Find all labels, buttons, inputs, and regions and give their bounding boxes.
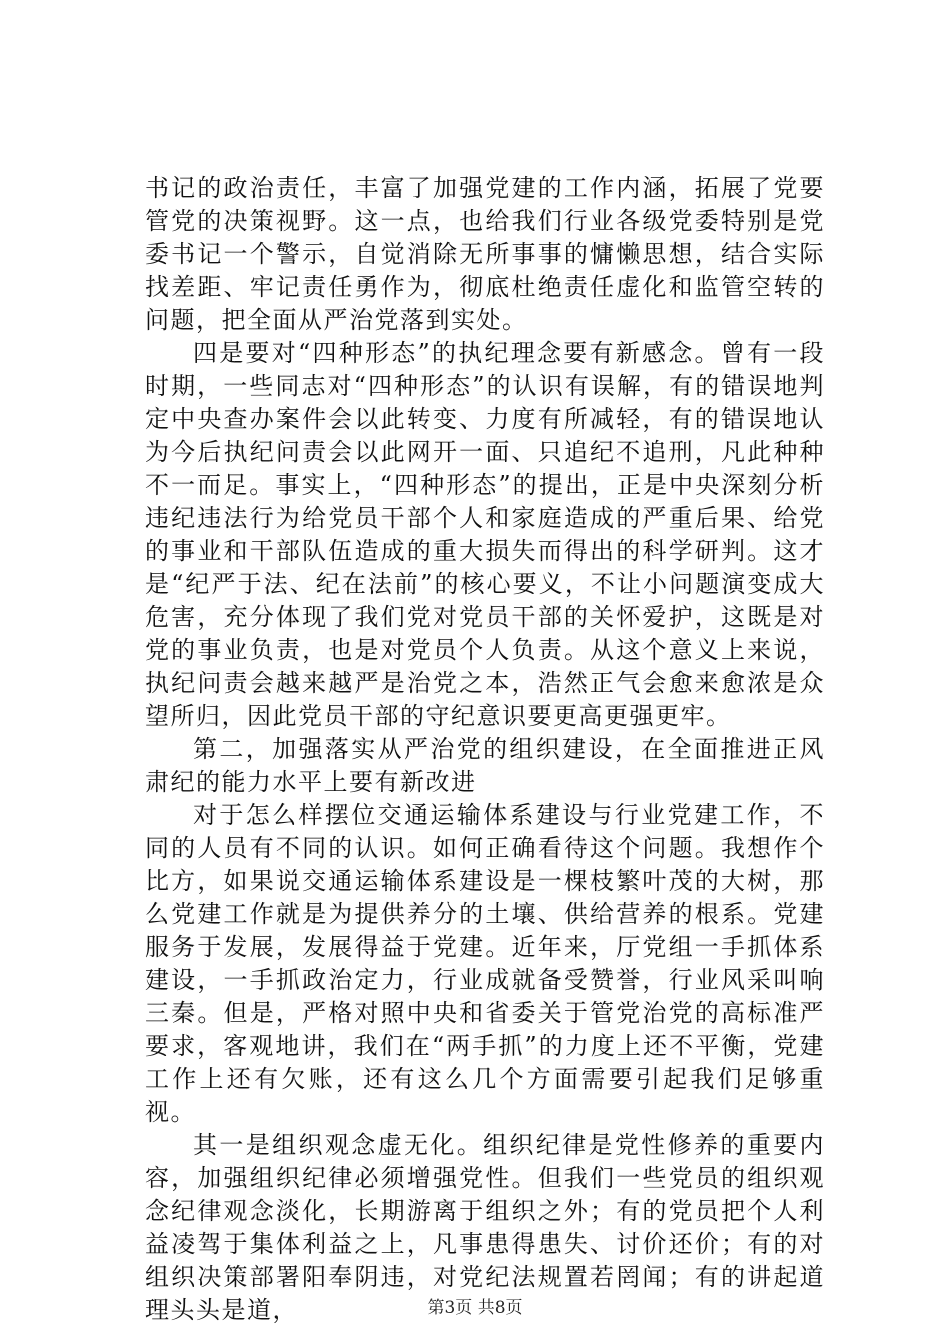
paragraph-4: 其一是组织观念虚无化。组织纪律是党性修养的重要内容，加强组织纪律必须增强党性。但我们一些党员的组织观念纪律观念淡化，长期游离于组织之外；有的党员把个人利益凌驾于集体利益之上，凡事患得患失、讨价还价；有的对组织决策部署阳奉阴违，对党纪法规置若罔闻；有的讲起道理头头是道， <box>145 1131 825 1324</box>
paragraph-2: 四是要对“四种形态”的执纪理念要有新感念。曾有一段时期，一些同志对“四种形态”的认识有误解，有的错误地判定中央查办案件会以此转变、力度有所减轻，有的错误地认为今后执纪问责会以此网开一面、只追纪不追刑，凡此种种不一而足。事实上，“四种形态”的提出，正是中央深刻分析违纪违法行为给党员干部个人和家庭造成的严重后果、给党的事业和干部队伍造成的重大损失而得出的科学研判。这才是“纪严于法、纪在法前”的核心要义，不让小问题演变成大危害，充分体现了我们党对党员干部的关怀爱护，这既是对党的事业负责，也是对党员个人负责。从这个意义上来说，执纪问责会越来越严是治党之本，浩然正气会愈来愈浓是众望所归，因此党员干部的守纪意识要更高更强更牢。 <box>145 339 825 730</box>
document-body <box>145 172 825 1327</box>
page-number-footer: 第3页 共8页 <box>427 1298 523 1318</box>
paragraph-3: 对于怎么样摆位交通运输体系建设与行业党建工作，不同的人员有不同的认识。如何正确看待这个问题。我想作个比方，如果说交通运输体系建设是一棵枝繁叶茂的大树，那么党建工作就是为提供养分的土壤、供给营养的根系。党建服务于发展，发展得益于党建。近年来，厅党组一手抓体系建设，一手抓政治定力，行业成就备受赞誉，行业风采叫响三秦。但是，严格对照中央和省委关于管党治党的高标准严要求，客观地讲，我们在“两手抓”的力度上还不平衡，党建工作上还有欠账，还有这么几个方面需要引起我们足够重视。 <box>145 801 825 1126</box>
section-heading: 第二，加强落实从严治党的组织建设，在全面推进正风肃纪的能力水平上要有新改进 <box>145 735 825 796</box>
paragraph-1: 书记的政治责任，丰富了加强党建的工作内涵，拓展了党要管党的决策视野。这一点，也给我们行业各级党委特别是党委书记一个警示，自觉消除无所事事的慵懒思想，结合实际找差距、牢记责任勇作为，彻底杜绝责任虚化和监管空转的问题，把全面从严治党落到实处。 <box>145 174 825 334</box>
